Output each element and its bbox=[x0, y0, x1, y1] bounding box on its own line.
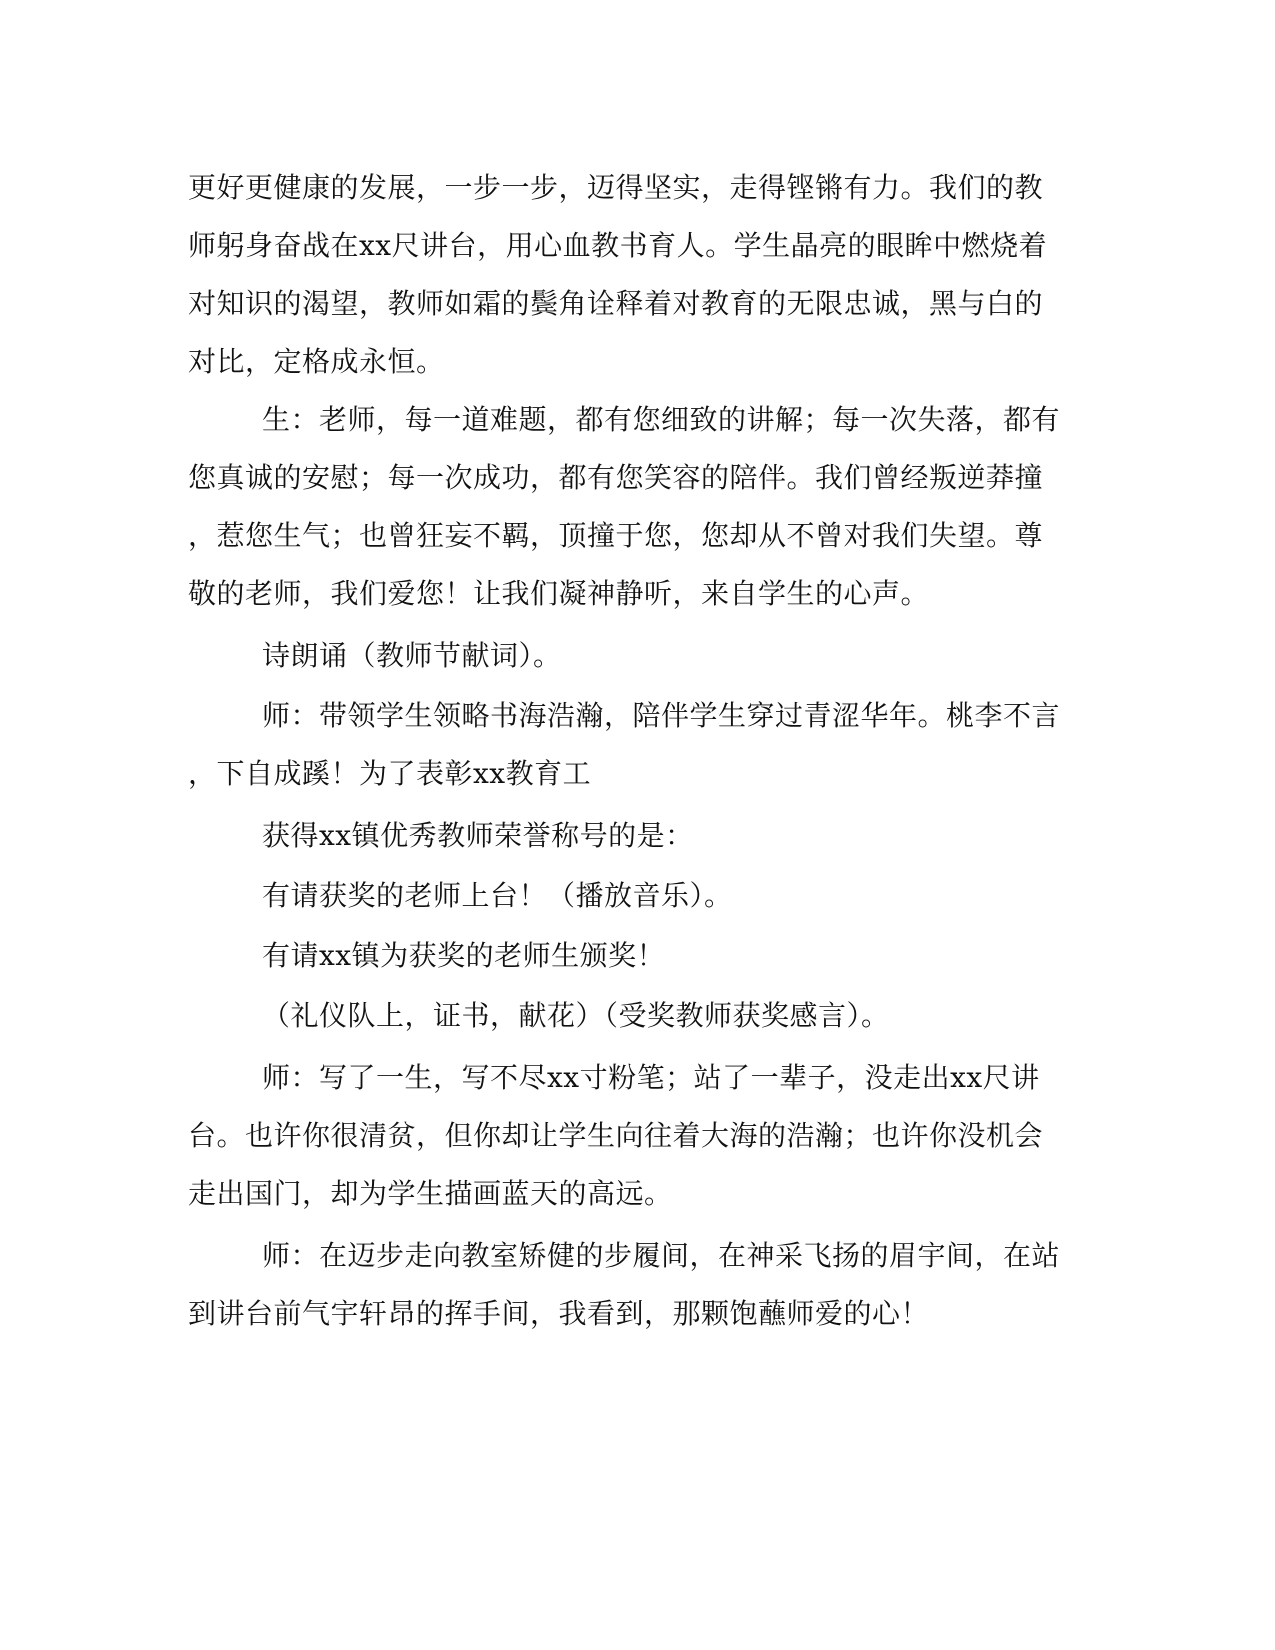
paragraph-start-line: 诗朗诵（教师节献词）。 bbox=[262, 639, 562, 672]
text-line: 敬的老师，我们爱您！让我们凝神静听，来自学生的心声。 bbox=[188, 577, 930, 610]
paragraph-start-line: 有请xx镇为获奖的老师生颁奖！ bbox=[262, 939, 666, 972]
text-line: 对比，定格成永恒。 bbox=[188, 345, 445, 378]
text-line: 您真诚的安慰；每一次成功，都有您笑容的陪伴。我们曾经叛逆莽撞 bbox=[188, 461, 1044, 494]
text-line: 对知识的渴望，教师如霜的鬓角诠释着对教育的无限忠诚，黑与白的 bbox=[188, 287, 1044, 320]
paragraph-start-line: 生：老师，每一道难题，都有您细致的讲解；每一次失落，都有 bbox=[262, 403, 1061, 436]
text-line: 到讲台前气宇轩昂的挥手间，我看到，那颗饱蘸师爱的心！ bbox=[188, 1297, 930, 1330]
text-line: ，下自成蹊！为了表彰xx教育工 bbox=[188, 757, 592, 790]
text-line: 更好更健康的发展，一步一步，迈得坚实，走得铿锵有力。我们的教 bbox=[188, 171, 1044, 204]
paragraph-start-line: 获得xx镇优秀教师荣誉称号的是： bbox=[262, 819, 694, 852]
paragraph-start-line: 师：在迈步走向教室矫健的步履间，在神采飞扬的眉宇间，在站 bbox=[262, 1239, 1061, 1272]
text-line: 师躬身奋战在xx尺讲台，用心血教书育人。学生晶亮的眼眸中燃烧着 bbox=[188, 229, 1048, 262]
paragraph-start-line: 师：带领学生领略书海浩瀚，陪伴学生穿过青涩华年。桃李不言 bbox=[262, 699, 1061, 732]
paragraph-start-line: （礼仪队上，证书，献花）（受奖教师获奖感言）。 bbox=[262, 999, 890, 1032]
text-line: 走出国门，却为学生描画蓝天的高远。 bbox=[188, 1177, 673, 1210]
paragraph-start-line: 有请获奖的老师上台！（播放音乐）。 bbox=[262, 879, 733, 912]
text-line: ，惹您生气；也曾狂妄不羁，顶撞于您，您却从不曾对我们失望。尊 bbox=[188, 519, 1044, 552]
paragraph-start-line: 师：写了一生，写不尽xx寸粉笔；站了一辈子，没走出xx尺讲 bbox=[262, 1061, 1040, 1094]
text-line: 台。也许你很清贫，但你却让学生向往着大海的浩瀚；也许你没机会 bbox=[188, 1119, 1044, 1152]
